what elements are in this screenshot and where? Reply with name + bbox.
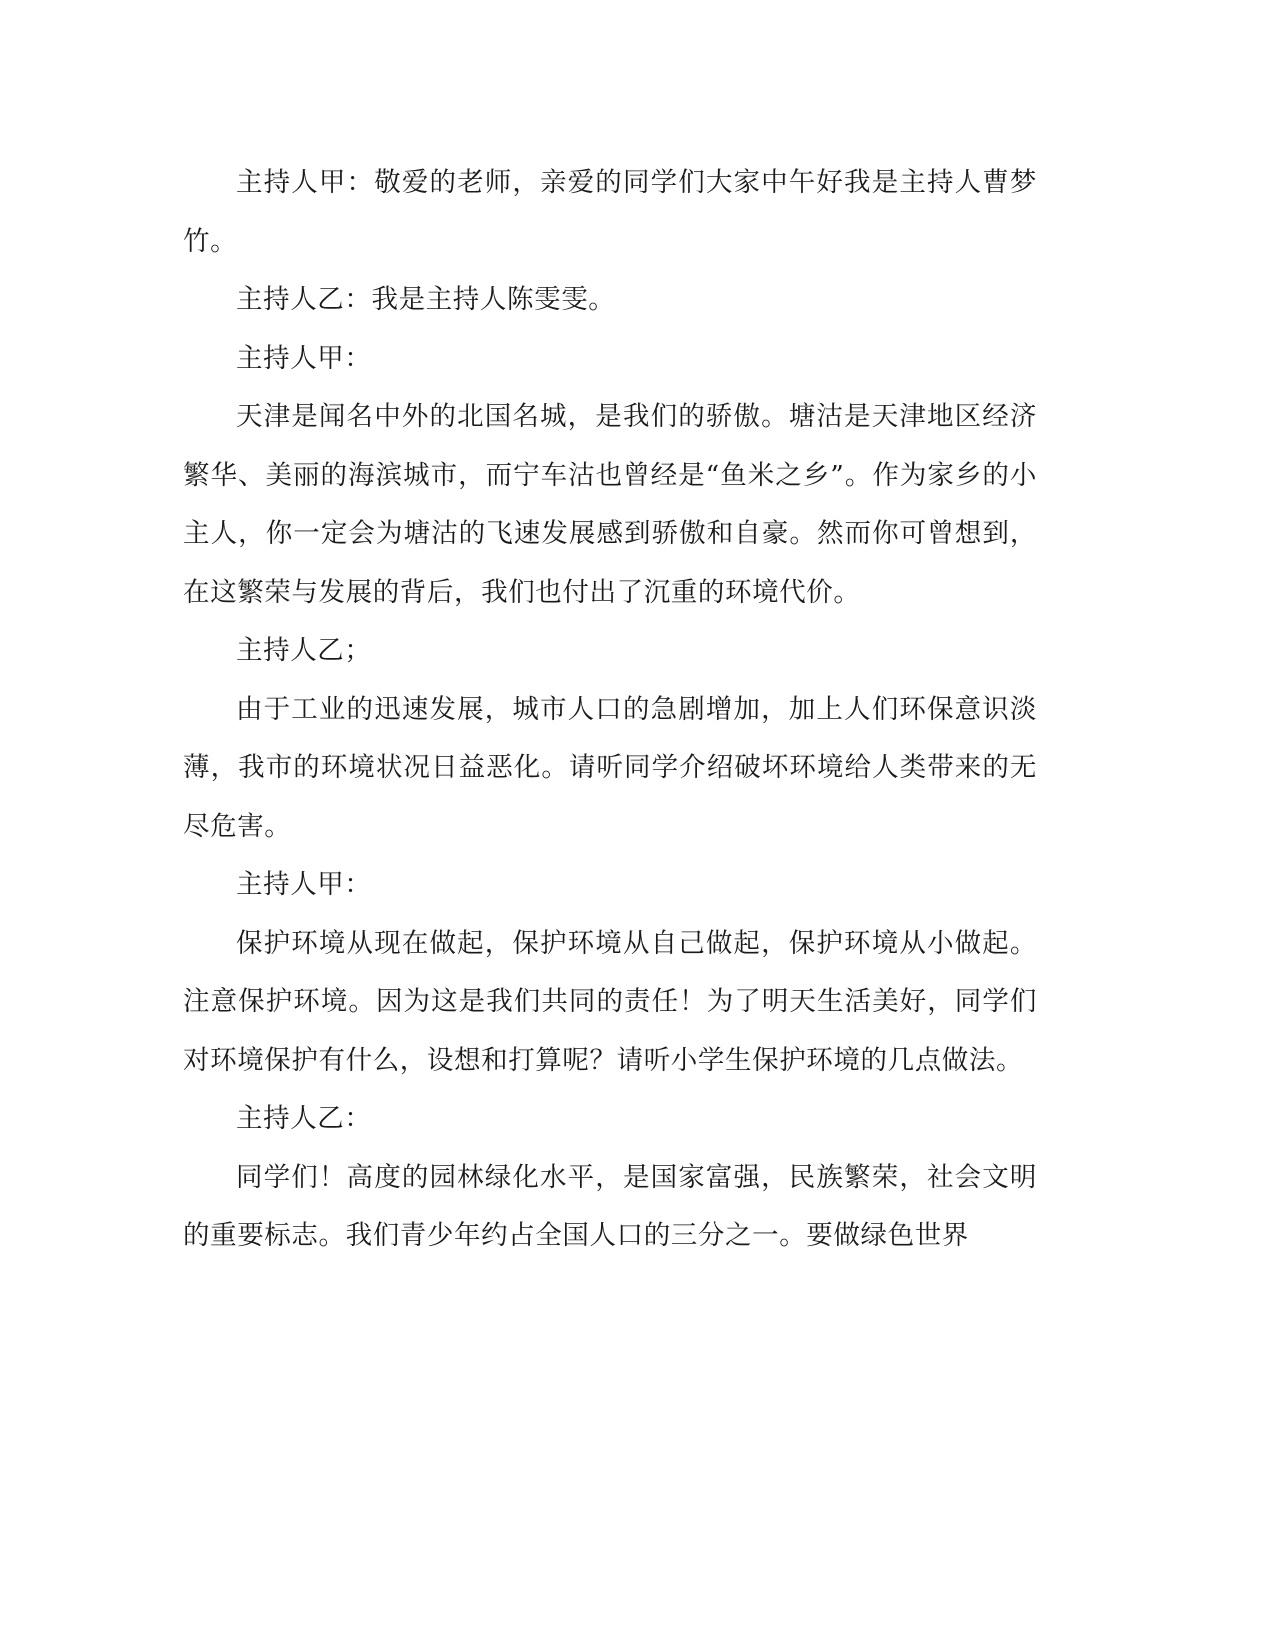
speaker-label-host-b: 主持人乙： — [236, 1103, 372, 1134]
speaker-label-host-a: 主持人甲： — [236, 342, 372, 374]
speaker-label-host-a: 主持人甲： — [236, 869, 372, 900]
paragraph-host-b-intro: 主持人乙：我是主持人陈雯雯。 — [236, 284, 616, 315]
paragraph-environment-decline: 由于工业的迅速发展，城市人口的急剧增加，加上人们环保意识淡薄，我市的环境状况日益恶化。请听同学介绍破坏环境给人类带来的无尽危害。 — [183, 693, 1037, 842]
paragraph-greening: 同学们！高度的园林绿化水平，是国家富强，民族繁荣，社会文明的重要标志。我们青少年约占全国人口的三分之一。要做绿色世界 — [183, 1161, 1037, 1251]
document-body — [183, 154, 1037, 1266]
paragraph-host-a-greeting: 主持人甲：敬爱的老师，亲爱的同学们大家中午好我是主持人曹梦竹。 — [183, 167, 1037, 257]
paragraph-tianjin-intro: 天津是闻名中外的北国名城，是我们的骄傲。塘沽是天津地区经济繁华、美丽的海滨城市，而宁车沽也曾经是“鱼米之乡”。作为家乡的小主人，你一定会为塘沽的飞速发展感到骄傲和自豪。然而你可曾想到，在这繁荣与发展的背后，我们也付出了沉重的环境代价。 — [183, 401, 1037, 608]
paragraph-protect-environment: 保护环境从现在做起，保护环境从自己做起，保护环境从小做起。注意保护环境。因为这是我们共同的责任！为了明天生活美好，同学们对环境保护有什么，设想和打算呢？请听小学生保护环境的几点做法。 — [183, 927, 1037, 1076]
speaker-label-host-b: 主持人乙； — [236, 635, 372, 666]
